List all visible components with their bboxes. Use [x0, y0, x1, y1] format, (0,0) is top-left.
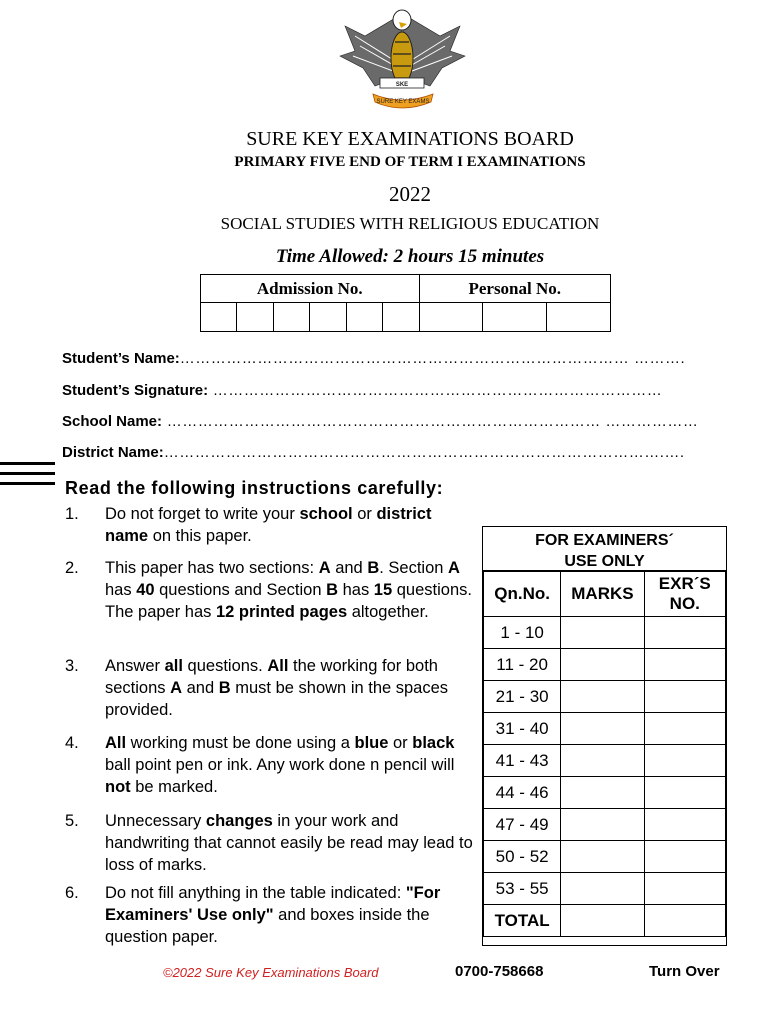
margin-bar — [0, 462, 55, 465]
personal-digit-box[interactable] — [547, 303, 611, 332]
exam-year: 2022 — [389, 182, 431, 206]
field-label: School Name: — [62, 413, 163, 430]
examiner-no-cell[interactable] — [644, 745, 725, 777]
examiner-no-cell[interactable] — [644, 809, 725, 841]
instruction-number: 3. — [65, 657, 79, 675]
examiners-title — [483, 527, 726, 571]
id-number-table — [200, 274, 611, 332]
examiner-no-cell[interactable] — [644, 905, 725, 937]
admission-digit-box[interactable] — [201, 303, 237, 332]
board-title: SURE KEY EXAMINATIONS BOARD — [246, 128, 574, 150]
field-dots: …………………………………………………………………………………….…. — [163, 444, 685, 461]
personal-digit-box[interactable] — [483, 303, 547, 332]
examiner-no-cell[interactable] — [644, 713, 725, 745]
svg-text:SURE KEY EXAMS: SURE KEY EXAMS — [376, 99, 430, 105]
marks-cell[interactable] — [561, 841, 644, 873]
field-dots: …………………………………………………………………………… ………. — [179, 350, 686, 367]
marks-cell[interactable] — [561, 905, 644, 937]
instruction-text: Do not fill anything in the table indicated: "For Examiners' Use only" and boxes inside the question paper. — [105, 884, 441, 946]
question-range: 21 - 30 — [484, 681, 561, 713]
question-range: 44 - 46 — [484, 777, 561, 809]
marks-cell[interactable] — [561, 681, 644, 713]
instruction-number: 5. — [65, 812, 79, 830]
question-range: TOTAL — [484, 905, 561, 937]
question-range: 41 - 43 — [484, 745, 561, 777]
examiner-no-cell[interactable] — [644, 617, 725, 649]
admission-no-label: Admission No. — [201, 275, 420, 303]
qn-no-header: Qn.No. — [484, 572, 561, 617]
marks-cell[interactable] — [561, 809, 644, 841]
subject-title: SOCIAL STUDIES WITH RELIGIOUS EDUCATION — [220, 214, 600, 233]
question-range: 11 - 20 — [484, 649, 561, 681]
instructions-title: Read the following instructions carefully: — [65, 478, 444, 498]
district-name-field[interactable] — [62, 444, 685, 461]
instruction-text: All working must be done using a blue or black ball point pen or ink. Any work done n pencil will not be marked. — [105, 734, 455, 796]
instruction-text: Do not forget to write your school or district name on this paper. — [105, 505, 432, 545]
marks-row — [484, 713, 726, 745]
instruction-number: 4. — [65, 734, 79, 752]
marks-row — [484, 681, 726, 713]
marks-row — [484, 873, 726, 905]
student-signature-field[interactable] — [62, 382, 662, 399]
time-allowed: Time Allowed: 2 hours 15 minutes — [275, 246, 545, 267]
marks-cell[interactable] — [561, 713, 644, 745]
instruction-text: Unnecessary changes in your work and handwriting that cannot easily be read may lead to loss of marks. — [105, 812, 473, 874]
marks-cell[interactable] — [561, 745, 644, 777]
admission-digit-box[interactable] — [346, 303, 382, 332]
instruction-number: 2. — [65, 559, 79, 577]
exam-title: PRIMARY FIVE END OF TERM I EXAMINATIONS — [234, 154, 586, 170]
instruction-number: 6. — [65, 884, 79, 902]
admission-digit-box[interactable] — [237, 303, 273, 332]
instruction-number: 1. — [65, 505, 79, 523]
margin-bar — [0, 482, 55, 485]
marks-row — [484, 905, 726, 937]
examiner-no-cell[interactable] — [644, 681, 725, 713]
board-crest-logo — [335, 6, 470, 118]
margin-bar — [0, 472, 55, 475]
admission-digit-box[interactable] — [273, 303, 309, 332]
turn-over-text: Turn Over — [649, 963, 720, 980]
marks-row — [484, 809, 726, 841]
marks-row — [484, 841, 726, 873]
instruction-text: Answer all questions. All the working for both sections A and B must be shown in the spaces provided. — [105, 657, 449, 719]
examiners-title-line1: FOR EXAMINERS´ — [535, 532, 674, 549]
marks-row — [484, 777, 726, 809]
examiners-title-line2: USE ONLY — [564, 553, 645, 570]
marks-cell[interactable] — [561, 777, 644, 809]
personal-no-label: Personal No. — [419, 275, 611, 303]
instruction-text: This paper has two sections: A and B. Section A has 40 questions and Section B has 15 questions. The paper has 12 printed pages altogether. — [105, 559, 472, 621]
question-range: 31 - 40 — [484, 713, 561, 745]
field-label: District Name: — [62, 444, 164, 461]
examiners-use-table — [482, 526, 727, 946]
examiner-no-cell[interactable] — [644, 841, 725, 873]
marks-row — [484, 617, 726, 649]
question-range: 47 - 49 — [484, 809, 561, 841]
marks-cell[interactable] — [561, 649, 644, 681]
phone-number: 0700-758668 — [455, 963, 544, 980]
student-name-field[interactable] — [62, 350, 685, 367]
id-boxes-row — [201, 303, 611, 332]
copyright-text: ©2022 Sure Key Examinations Board — [163, 965, 379, 980]
marks-table — [483, 571, 726, 937]
examiner-no-cell[interactable] — [644, 873, 725, 905]
examiner-no-cell[interactable] — [644, 649, 725, 681]
marks-row — [484, 745, 726, 777]
examiner-no-cell[interactable] — [644, 777, 725, 809]
marks-row — [484, 649, 726, 681]
exr-no-header: EXR´S NO. — [644, 572, 725, 617]
svg-text:SKE: SKE — [395, 82, 409, 88]
personal-digit-box[interactable] — [419, 303, 483, 332]
admission-digit-box[interactable] — [383, 303, 419, 332]
field-dots: ………………………………………………………………………… ……………… — [162, 413, 699, 430]
field-label: Student’s Name: — [62, 350, 180, 367]
admission-digit-box[interactable] — [310, 303, 346, 332]
question-range: 1 - 10 — [484, 617, 561, 649]
field-dots: …………………………………………………………………………… — [208, 382, 663, 399]
marks-header: MARKS — [561, 572, 644, 617]
marks-cell[interactable] — [561, 873, 644, 905]
school-name-field[interactable] — [62, 413, 698, 430]
field-label: Student’s Signature: — [62, 382, 209, 399]
question-range: 50 - 52 — [484, 841, 561, 873]
question-range: 53 - 55 — [484, 873, 561, 905]
marks-cell[interactable] — [561, 617, 644, 649]
